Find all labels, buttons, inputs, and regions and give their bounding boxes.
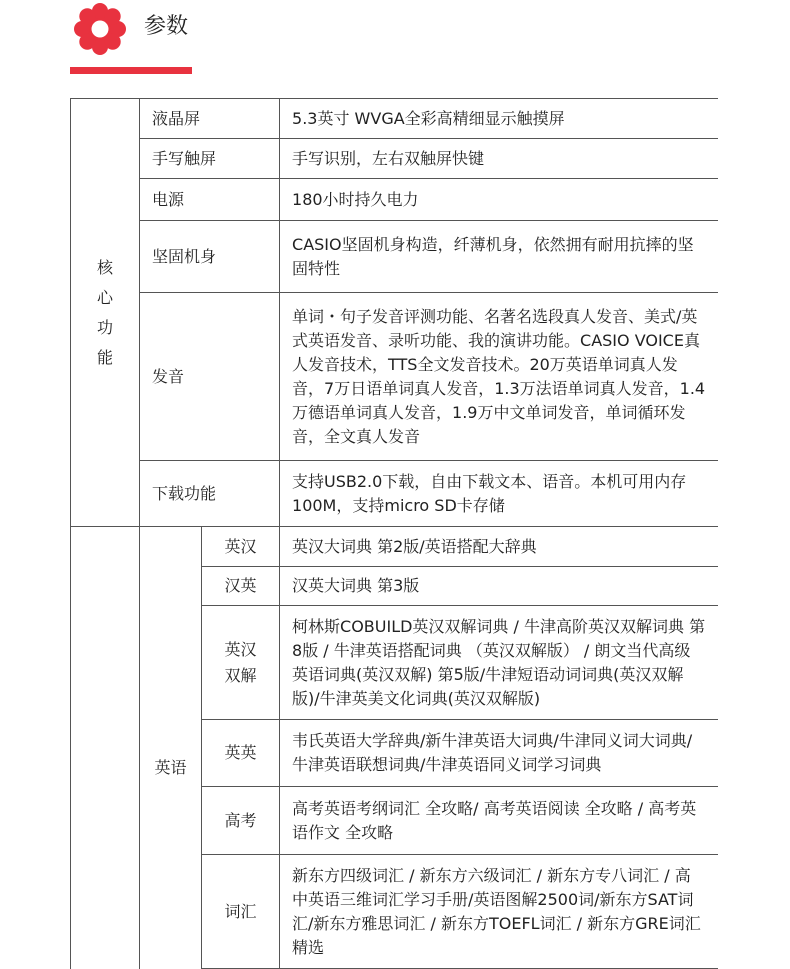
page-title: 参数 [144,14,189,39]
group-label-blank [71,527,140,969]
table-row [71,527,719,567]
row-value: 180小时持久电力 [280,179,718,221]
row-label: 下载功能 [140,461,280,527]
row-value: 5.3英寸 WVGA全彩高精细显示触摸屏 [280,99,718,139]
table-row [71,99,719,139]
table-row [71,139,719,179]
row-value: 新东方四级词汇 / 新东方六级词汇 / 新东方专八词汇 / 高中英语三维词汇学习手册/英语图解2500词/新东方SAT词汇/新东方雅思词汇 / 新东方TOEFL词汇 / 新东方GRE词汇精选 [280,855,718,969]
row-label: 电源 [140,179,280,221]
gear-icon [74,3,126,55]
row-value: 高考英语考纲词汇 全攻略/ 高考英语阅读 全攻略 / 高考英语作文 全攻略 [280,787,718,855]
row-value: 柯林斯COBUILD英汉双解词典 / 牛津高阶英汉双解词典 第8版 / 牛津英语搭配词典 （英汉双解版） / 朗文当代高级英语词典(英汉双解) 第5版/牛津短语动词词典(英汉双解版)/牛津英美文化词典(英汉双解版) [280,606,718,720]
row-value: 英汉大词典 第2版/英语搭配大辞典 [280,527,718,567]
row-value: 支持USB2.0下载，自由下载文本、语音。本机可用内存100M，支持micro SD卡存储 [280,461,718,527]
group-label-english: 英语 [140,527,202,969]
row-value: 手写识别，左右双触屏快键 [280,139,718,179]
table-row [71,179,719,221]
row-label: 发音 [140,293,280,461]
row-label: 英汉 [202,527,280,567]
row-label: 汉英 [202,567,280,606]
row-label: 液晶屏 [140,99,280,139]
row-label: 手写触屏 [140,139,280,179]
spec-table [70,98,718,969]
table-row [71,221,719,293]
row-value: 韦氏英语大学辞典/新牛津英语大词典/牛津同义词大词典/牛津英语联想词典/牛津英语同义词学习词典 [280,720,718,787]
group-label-core: 核心功能 [71,99,140,527]
row-label: 高考 [202,787,280,855]
row-value: 单词・句子发音评测功能、名著名选段真人发音、美式/英式英语发音、录听功能、我的演讲功能。CASIO VOICE真人发音技术，TTS全文发音技术。20万英语单词真人发音，7万日语单词真人发音，1.3万法语单词真人发音，1.4万德语单词真人发音，1.9万中文单词发音，单词循环发音，全文真人发音 [280,293,718,461]
row-label: 词汇 [202,855,280,969]
row-label: 英汉双解 [202,606,280,720]
table-row [71,293,719,461]
row-label: 英英 [202,720,280,787]
title-underline [70,67,192,74]
spec-table-container [70,98,718,969]
row-value: CASIO坚固机身构造，纤薄机身，依然拥有耐用抗摔的坚固特性 [280,221,718,293]
row-label: 坚固机身 [140,221,280,293]
section-header [0,0,790,80]
row-value: 汉英大词典 第3版 [280,567,718,606]
table-row [71,461,719,527]
